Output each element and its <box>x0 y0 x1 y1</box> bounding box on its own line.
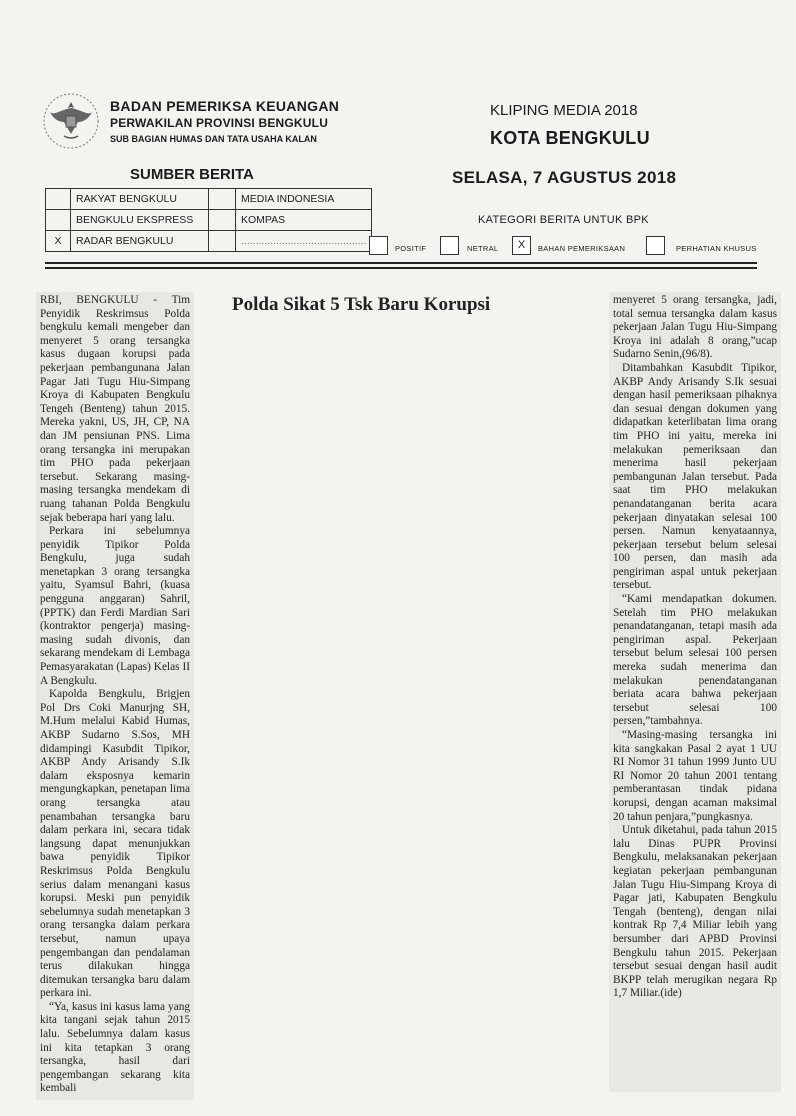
source-name: RADAR BENGKULU <box>71 231 209 252</box>
source-mark <box>46 210 71 231</box>
city-title: KOTA BENGKULU <box>490 128 650 148</box>
issue-date: SELASA, 7 AGUSTUS 2018 <box>452 168 677 187</box>
category-label: BAHAN PEMERIKSAAN <box>538 244 626 253</box>
source-mark <box>209 231 236 252</box>
source-mark <box>46 189 71 210</box>
article-paragraph: Kapolda Bengkulu, Brigjen Pol Drs Coki Manurjng SH, M.Hum melalui Kabid Humas, AKBP Sudarno S.Sos, MH didampingi Kasubdit Tipikor, AKBP Andy Arisandy S.Ik dalam eksposnya kemarin mengungkapkan, penetapan lima orang tersangka atau penambahan tersangka baru dalam perkara ini, secara tidak langsung dapat menunjukkan bawa penyidik Tipikor Reskrimsus Polda Bengkulu serius dalam menangani kasus korupsi. Meski pun penyidik sebelumnya sudah menetapkan 3 orang tersangka dalam perkara tersebut, namun upaya pengembangan dan pendalaman terus dilakukan hingga ditemukan tersangka baru dalam perkara ini. <box>40 688 190 1000</box>
article-column-right <box>609 292 781 1092</box>
checkbox-perhatian-khusus[interactable] <box>646 236 665 255</box>
table-row <box>46 189 372 210</box>
header-divider <box>45 267 757 269</box>
table-row <box>46 210 372 231</box>
checkbox-netral[interactable] <box>440 236 459 255</box>
org-name: BADAN PEMERIKSA KEUANGAN <box>110 98 340 114</box>
source-table <box>45 188 372 252</box>
source-title: SUMBER BERITA <box>130 166 254 183</box>
org-unit: SUB BAGIAN HUMAS DAN TATA USAHA KALAN <box>110 134 317 144</box>
article-paragraph: “Masing-masing tersangka ini kita sangkakan Pasal 2 ayat 1 UU RI Nomor 31 tahun 1999 Junto UU RI Nomor 20 tahun 2001 tentang pemberantasan tindak pidana korupsi, dengan acaman maksimal 20 tahun penjara,”pungkasnya. <box>613 729 777 823</box>
source-name: ........................................... <box>236 231 372 252</box>
article-column-left <box>36 292 194 1100</box>
category-label: PERHATIAN KHUSUS <box>676 244 757 253</box>
checkbox-bahan-pemeriksaan[interactable]: X <box>512 236 531 255</box>
garuda-emblem-icon <box>40 90 102 152</box>
kliping-title: KLIPING MEDIA 2018 <box>490 102 638 119</box>
article-paragraph: Ditambahkan Kasubdit Tipikor, AKBP Andy Arisandy S.Ik sesuai dengan hasil pemeriksaan pihaknya dan sesuai dengan dokumen yang didapatkan keterlibatan lima orang tim PHO ini yaitu, mereka ini melakukan pemeriksaan dan menerima hasil pekerjaan pembangunan Jalan tersebut. Pada saat tim PHO melakukan penandatanganan berita acara pekerjaan dinyatakan selesai 100 persen. Namun kenyataannya, pekerjaan tersebut belum selesai 100 persen, dan masih ada pengiriman aspal untuk pekerjaan tersebut. <box>613 361 777 592</box>
source-name: KOMPAS <box>236 210 372 231</box>
source-name: MEDIA INDONESIA <box>236 189 372 210</box>
article-paragraph: “Ya, kasus ini kasus lama yang kita tangani sejak tahun 2015 lalu. Sebelumnya dalam kasus ini kita tetapkan 3 orang tersangka, hasil dari pengembangan sekarang kita kembali <box>40 1000 190 1095</box>
category-title: KATEGORI BERITA UNTUK BPK <box>478 214 649 226</box>
source-name: BENGKULU EKSPRESS <box>71 210 209 231</box>
category-label: POSITIF <box>395 244 427 253</box>
checkbox-positif[interactable] <box>369 236 388 255</box>
article-paragraph: Untuk diketahui, pada tahun 2015 lalu Dinas PUPR Provinsi Bengkulu, melaksanakan pekerjaan kegiatan pekerjaan pembangunan Jalan Tugu Hiu-Simpang Kroya di Pagar jati, Kabupaten Bengkulu Tengah (benteng), dengan nilai kontrak Rp 7,4 Miliar lebih yang bersumber dari APBD Provinsi Bengkulu tahun 2015. Pekerjaan tersebut sesuai dengan hasil audit BKPP telah merugikan negara Rp 1,7 Miliar.(ide) <box>613 824 777 1000</box>
article-paragraph: Perkara ini sebelumnya penyidik Tipikor Polda Bengkulu, juga sudah menetapkan 3 orang tersangka yaitu, Syamsul Bahri, (kuasa pengguna anggaran) Sahril, (PPTK) dan Ferdi Mardian Sari (kontraktor pengerja) masing-masing sudah divonis, dan sekarang mendekam di Lembaga Pemasyarakatan (Lapas) Kelas II A Bengkulu. <box>40 525 190 687</box>
category-label: NETRAL <box>467 244 499 253</box>
source-mark <box>209 210 236 231</box>
source-mark <box>209 189 236 210</box>
source-name: RAKYAT BENGKULU <box>71 189 209 210</box>
article-headline: Polda Sikat 5 Tsk Baru Korupsi <box>232 294 491 315</box>
header-divider <box>45 262 757 264</box>
org-branch: PERWAKILAN PROVINSI BENGKULU <box>110 116 329 130</box>
article-paragraph: RBI, BENGKULU - Tim Penyidik Reskrimsus Polda bengkulu kemali mengeber dan menyeret 5 orang tersangka kasus dugaan korupsi pada pekerjaan pembangunana Jalan Pagar Jati Tugu Hiu-Simpang Kroya di Kabupaten Bengkulu Tengeh (Benteng) tahun 2015. Mereka yakni, US, JH, CP, NA dan JM pensiunan PNS. Lima orang tersangka ini merupakan tim PHO pada pekerjaan tersebut. Sekarang masing-masing tersangka mendekam di ruang tahanan Polda Bengkulu sejak beberapa hari yang lalu. <box>40 294 190 524</box>
article-paragraph: “Kami mendapatkan dokumen. Setelah tim PHO melakukan penandatanganan, tetapi masih ada pengiriman aspal. Pekerjaan tersebut belum selesai 100 persen mereka sudah menerima dan melakukan penendatanganan beriata acara bahwa pekerjaan tersebut selesai 100 persen,”tambahnya. <box>613 593 777 728</box>
article-paragraph: menyeret 5 orang tersangka, jadi, total semua tersangka dalam kasus pekerjaan Jalan Tugu Hiu-Simpang Kroya ini adalah 8 orang,”ucap Sudarno Senin,(96/8). <box>613 294 777 361</box>
table-row <box>46 231 372 252</box>
source-mark: X <box>46 231 71 252</box>
